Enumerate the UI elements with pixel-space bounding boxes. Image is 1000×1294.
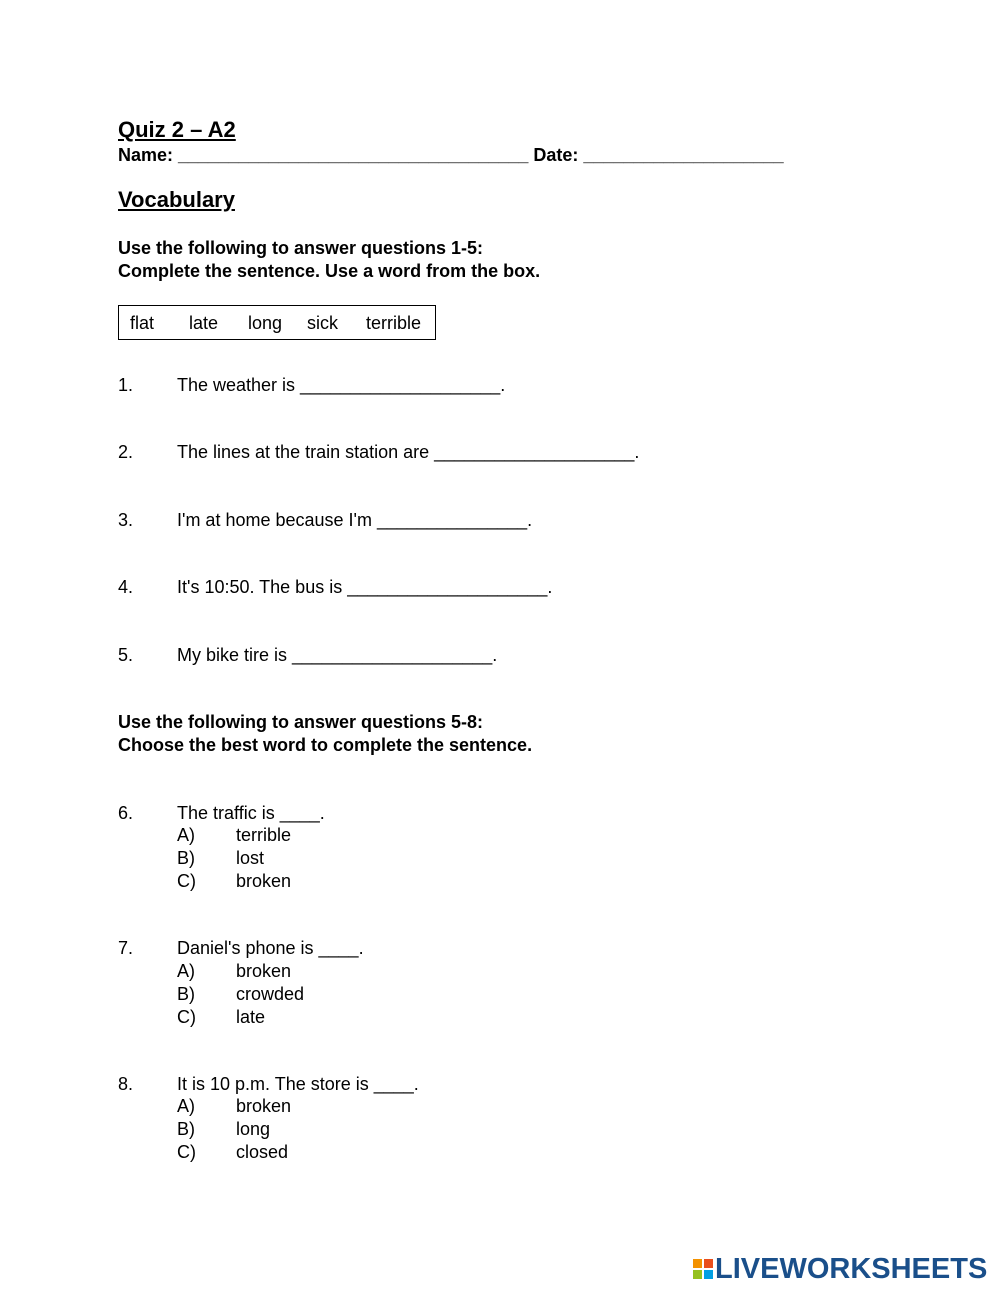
part1-instructions bbox=[118, 237, 540, 283]
question-text: My bike tire is ____________________. bbox=[177, 645, 498, 665]
question-text: The lines at the train station are ____________________. bbox=[177, 442, 640, 462]
option-label: C) bbox=[177, 1142, 196, 1162]
option-label: A) bbox=[177, 961, 195, 981]
question-number: 6. bbox=[118, 803, 134, 823]
word-box-item: terrible bbox=[366, 313, 422, 333]
question-number: 7. bbox=[118, 938, 134, 958]
question-text: It is 10 p.m. The store is ____. bbox=[177, 1074, 419, 1094]
part2-instruction-line-2: Choose the best word to complete the sentence. bbox=[118, 735, 533, 755]
option-label: A) bbox=[177, 1096, 195, 1116]
name-date-line: Name: ___________________________________ Date: ____________________ bbox=[118, 145, 784, 165]
option-value: closed bbox=[236, 1142, 289, 1162]
question-text: It's 10:50. The bus is ____________________. bbox=[177, 577, 553, 597]
logo-square bbox=[704, 1270, 713, 1279]
option-label: B) bbox=[177, 1119, 195, 1139]
part2-instructions bbox=[118, 711, 532, 757]
question-number: 1. bbox=[118, 375, 134, 395]
question-number: 8. bbox=[118, 1074, 134, 1094]
word-box-item: sick bbox=[307, 313, 338, 333]
option-value: broken bbox=[236, 961, 292, 981]
question-text: The weather is ____________________. bbox=[177, 375, 506, 395]
option-value: long bbox=[236, 1119, 271, 1139]
question-text: Daniel's phone is ____. bbox=[177, 938, 364, 958]
question-text: The traffic is ____. bbox=[177, 803, 325, 823]
word-box bbox=[118, 305, 436, 340]
option-label: B) bbox=[177, 984, 195, 1004]
option-value: crowded bbox=[236, 984, 305, 1004]
option-value: broken bbox=[236, 871, 292, 891]
part2-instruction-line-1: Use the following to answer questions 5-8: bbox=[118, 712, 484, 732]
option-value: late bbox=[236, 1007, 266, 1027]
part1-instruction-line-2: Complete the sentence. Use a word from the box. bbox=[118, 261, 541, 281]
question-number: 5. bbox=[118, 645, 134, 665]
part1-instruction-line-1: Use the following to answer questions 1-5: bbox=[118, 238, 484, 258]
option-label: B) bbox=[177, 848, 195, 868]
question-number: 4. bbox=[118, 577, 134, 597]
liveworksheets-icon bbox=[693, 1259, 713, 1279]
logo-text: LIVEWORKSHEETS bbox=[715, 1253, 988, 1285]
option-value: terrible bbox=[236, 825, 292, 845]
logo-square bbox=[693, 1270, 702, 1279]
option-value: lost bbox=[236, 848, 265, 868]
option-label: C) bbox=[177, 1007, 196, 1027]
logo-square bbox=[693, 1259, 702, 1268]
question-text: I'm at home because I'm _______________. bbox=[177, 510, 533, 530]
word-box-item: late bbox=[189, 313, 219, 333]
section-title: Vocabulary bbox=[118, 187, 235, 212]
logo-square bbox=[704, 1259, 713, 1268]
option-value: broken bbox=[236, 1096, 292, 1116]
question-number: 3. bbox=[118, 510, 134, 530]
word-box-item: long bbox=[248, 313, 283, 333]
word-box-item: flat bbox=[130, 313, 155, 333]
option-label: C) bbox=[177, 871, 196, 891]
question-number: 2. bbox=[118, 442, 134, 462]
quiz-title: Quiz 2 – A2 bbox=[118, 117, 236, 142]
option-label: A) bbox=[177, 825, 195, 845]
